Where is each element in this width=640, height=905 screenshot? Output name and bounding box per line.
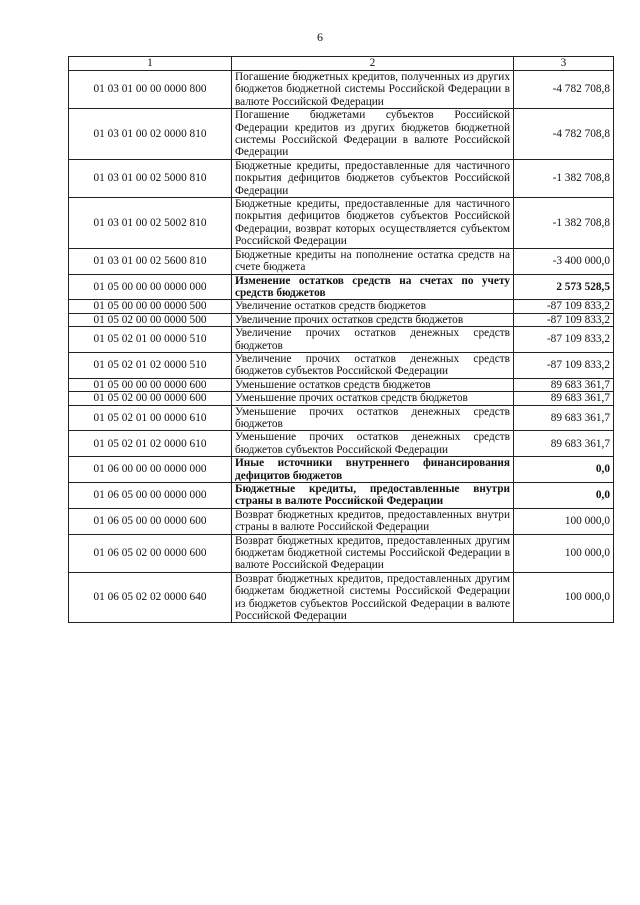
row-code: 01 06 00 00 00 0000 000 — [69, 457, 232, 483]
table-row — [69, 508, 614, 534]
row-code: 01 03 01 00 02 5002 810 — [69, 198, 232, 249]
row-amount: 89 683 361,7 — [514, 405, 614, 431]
row-code: 01 06 05 02 00 0000 600 — [69, 534, 232, 572]
row-description: Возврат бюджетных кредитов, предоставленных внутри страны в валюте Российской Федерации — [232, 508, 514, 534]
row-description: Бюджетные кредиты, предоставленные для частичного покрытия дефицитов бюджетов субъектов Российской Федерации, возврат которых осуществляется субъектом Российской Федерации — [232, 198, 514, 249]
row-description: Погашение бюджетных кредитов, полученных из других бюджетов бюджетной системы Российской Федерации в валюте Российской Федерации — [232, 71, 514, 109]
row-amount: -3 400 000,0 — [514, 248, 614, 274]
row-code: 01 05 02 01 02 0000 610 — [69, 431, 232, 457]
row-code: 01 05 02 01 00 0000 610 — [69, 405, 232, 431]
row-amount: 0,0 — [514, 457, 614, 483]
row-code: 01 05 02 00 00 0000 600 — [69, 392, 232, 405]
row-amount: 89 683 361,7 — [514, 431, 614, 457]
row-code: 01 06 05 00 00 0000 000 — [69, 483, 232, 509]
page-number: 6 — [317, 30, 323, 44]
row-description: Бюджетные кредиты, предоставленные для частичного покрытия дефицитов бюджетов субъектов Российской Федерации — [232, 159, 514, 197]
row-code: 01 05 02 01 02 0000 510 — [69, 352, 232, 378]
table-row — [69, 378, 614, 391]
column-header-amount: 3 — [514, 57, 614, 71]
row-description: Увеличение прочих остатков денежных средств бюджетов субъектов Российской Федерации — [232, 352, 514, 378]
row-code: 01 03 01 00 02 0000 810 — [69, 109, 232, 160]
row-description: Иные источники внутреннего финансирования дефицитов бюджетов — [232, 457, 514, 483]
row-code: 01 05 00 00 00 0000 000 — [69, 274, 232, 300]
row-code: 01 06 05 00 00 0000 600 — [69, 508, 232, 534]
table-row — [69, 313, 614, 326]
row-description: Увеличение прочих остатков средств бюджетов — [232, 313, 514, 326]
row-amount: -1 382 708,8 — [514, 159, 614, 197]
row-amount: -87 109 833,2 — [514, 300, 614, 313]
row-amount: 100 000,0 — [514, 572, 614, 623]
row-code: 01 05 02 00 00 0000 500 — [69, 313, 232, 326]
row-code: 01 03 01 00 02 5600 810 — [69, 248, 232, 274]
table-row — [69, 572, 614, 623]
row-description: Уменьшение прочих остатков средств бюджетов — [232, 392, 514, 405]
row-amount: -87 109 833,2 — [514, 327, 614, 353]
row-description: Бюджетные кредиты, предоставленные внутри страны в валюте Российской Федерации — [232, 483, 514, 509]
row-description: Увеличение остатков средств бюджетов — [232, 300, 514, 313]
table-row — [69, 431, 614, 457]
column-header-code: 1 — [69, 57, 232, 71]
row-description: Уменьшение прочих остатков денежных средств бюджетов — [232, 405, 514, 431]
table-row — [69, 71, 614, 109]
row-amount: 0,0 — [514, 483, 614, 509]
row-amount: -4 782 708,8 — [514, 109, 614, 160]
table-row — [69, 405, 614, 431]
row-amount: 100 000,0 — [514, 508, 614, 534]
row-description: Уменьшение прочих остатков денежных средств бюджетов субъектов Российской Федерации — [232, 431, 514, 457]
row-code: 01 05 00 00 00 0000 600 — [69, 378, 232, 391]
table-row — [69, 248, 614, 274]
row-amount: 2 573 528,5 — [514, 274, 614, 300]
table-row — [69, 392, 614, 405]
row-description: Уменьшение остатков средств бюджетов — [232, 378, 514, 391]
table-row — [69, 300, 614, 313]
table-row — [69, 457, 614, 483]
row-description: Бюджетные кредиты на пополнение остатка средств на счете бюджета — [232, 248, 514, 274]
table-row — [69, 274, 614, 300]
table-row — [69, 352, 614, 378]
table-row — [69, 198, 614, 249]
table-row — [69, 109, 614, 160]
row-code: 01 05 00 00 00 0000 500 — [69, 300, 232, 313]
table-row — [69, 159, 614, 197]
row-amount: 89 683 361,7 — [514, 378, 614, 391]
row-amount: 100 000,0 — [514, 534, 614, 572]
row-amount: -1 382 708,8 — [514, 198, 614, 249]
row-amount: 89 683 361,7 — [514, 392, 614, 405]
row-code: 01 03 01 00 00 0000 800 — [69, 71, 232, 109]
row-code: 01 03 01 00 02 5000 810 — [69, 159, 232, 197]
row-description: Возврат бюджетных кредитов, предоставленных другим бюджетам бюджетной системы Российской Федерации из бюджетов субъектов Российской Федерации в валюте Российской Федерации — [232, 572, 514, 623]
row-description: Увеличение прочих остатков денежных средств бюджетов — [232, 327, 514, 353]
budget-sources-table — [68, 56, 614, 623]
row-code: 01 06 05 02 02 0000 640 — [69, 572, 232, 623]
table-header-row — [69, 57, 614, 71]
row-description: Погашение бюджетами субъектов Российской Федерации кредитов из других бюджетов бюджетной системы Российской Федерации в валюте Российской Федерации — [232, 109, 514, 160]
row-code: 01 05 02 01 00 0000 510 — [69, 327, 232, 353]
row-description: Возврат бюджетных кредитов, предоставленных другим бюджетам бюджетной системы Российской Федерации в валюте Российской Федерации — [232, 534, 514, 572]
row-description: Изменение остатков средств на счетах по учету средств бюджетов — [232, 274, 514, 300]
row-amount: -87 109 833,2 — [514, 313, 614, 326]
row-amount: -4 782 708,8 — [514, 71, 614, 109]
table-row — [69, 327, 614, 353]
row-amount: -87 109 833,2 — [514, 352, 614, 378]
table-row — [69, 483, 614, 509]
table-row — [69, 534, 614, 572]
column-header-description: 2 — [232, 57, 514, 71]
